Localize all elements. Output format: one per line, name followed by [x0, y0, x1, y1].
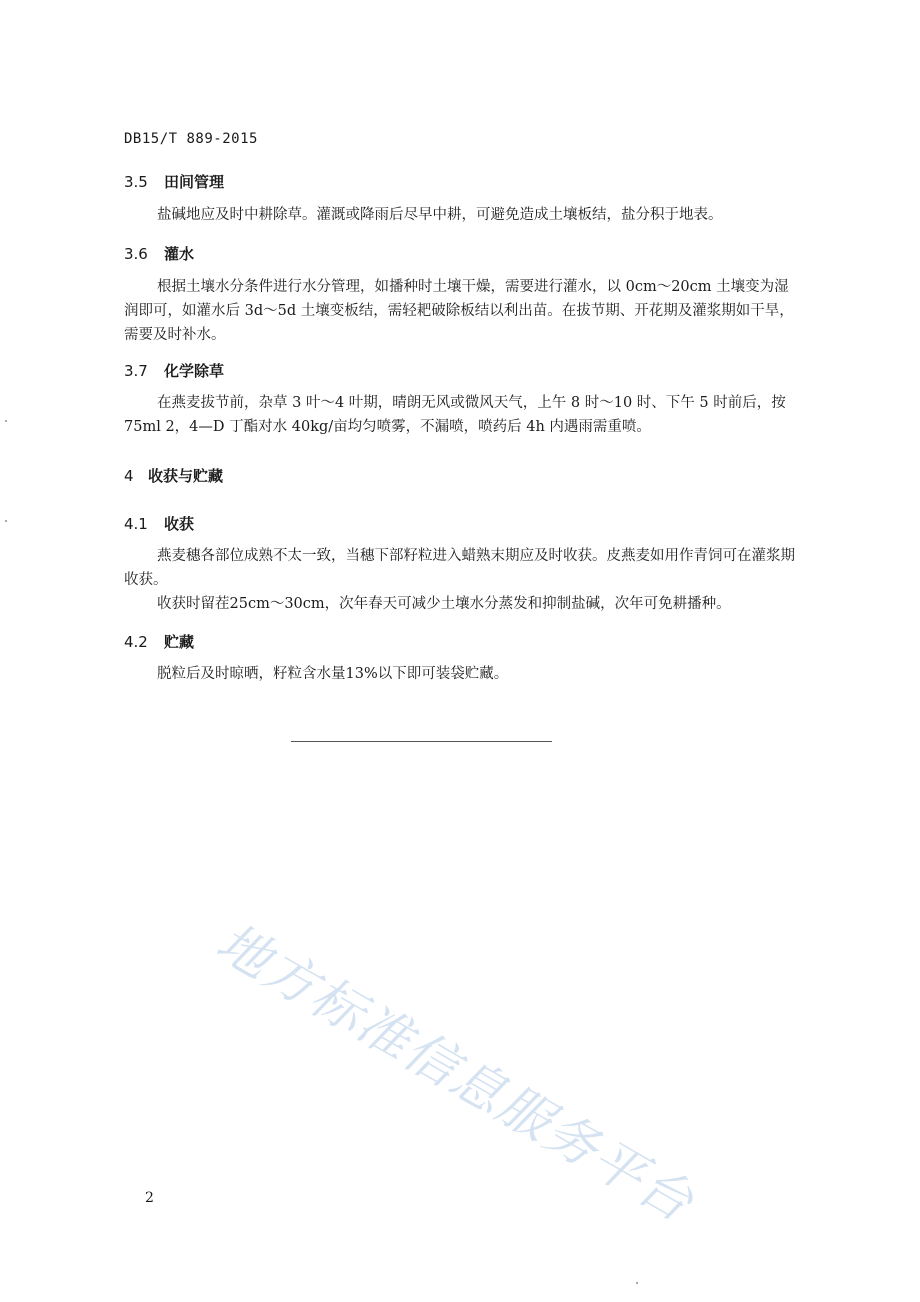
end-rule — [291, 741, 552, 742]
section-title: 灌水 — [164, 245, 195, 263]
scan-speck — [5, 520, 7, 522]
paragraph-3-6: 根据土壤水分条件进行水分管理，如播种时土壤干燥，需要进行灌水，以 0cm～20cm 土壤变为湿润即可，如灌水后 3d～5d 土壤变板结，需轻耙破除板结以利出苗。在拔节期、开花期及灌浆期如干旱，需要及时补水。 — [124, 279, 794, 343]
scan-speck — [5, 420, 7, 422]
section-title: 化学除草 — [164, 362, 225, 380]
section-title: 贮藏 — [164, 633, 195, 651]
paragraph-4-2: 脱粒后及时晾晒，籽粒含水量13%以下即可装袋贮藏。 — [157, 666, 509, 682]
section-heading-4-1 — [124, 513, 194, 534]
section-title: 田间管理 — [164, 173, 225, 191]
section-heading-3-7 — [124, 360, 224, 381]
section-number: 4.1 — [124, 515, 148, 533]
section-heading-4-2 — [124, 631, 194, 652]
section-number: 3.7 — [124, 362, 148, 380]
section-number: 3.6 — [124, 245, 148, 263]
paragraph-4-1-a: 燕麦穗各部位成熟不太一致，当穗下部籽粒进入蜡熟末期应及时收获。皮燕麦如用作青饲可在灌浆期收获。 — [124, 548, 795, 588]
section-number: 3.5 — [124, 173, 148, 191]
document-code: DB15/T 889-2015 — [124, 131, 258, 147]
section-title: 收获与贮藏 — [148, 467, 224, 485]
section-heading-3-5 — [124, 171, 224, 192]
page-number: 2 — [145, 1190, 154, 1206]
paragraph-4-1-b: 收获时留茬25cm～30cm，次年春天可减少土壤水分蒸发和抑制盐碱，次年可免耕播种。 — [157, 596, 731, 612]
paragraph-3-5: 盐碱地应及时中耕除草。灌溉或降雨后尽早中耕，可避免造成土壤板结，盐分积于地表。 — [157, 207, 723, 223]
watermark: 地方标准信息服务平台 — [206, 912, 704, 1235]
paragraph-3-7: 在燕麦拔节前，杂草 3 叶～4 叶期，晴朗无风或微风天气，上午 8 时～10 时、下午 5 时前后，按 75ml 2，4—D 丁酯对水 40kg/亩均匀喷雾，不漏喷，喷药后 4h 内遇雨需重喷。 — [124, 395, 786, 435]
scan-speck — [636, 1282, 638, 1284]
section-heading-3-6 — [124, 243, 194, 264]
section-heading-4 — [124, 465, 223, 486]
section-number: 4 — [124, 467, 134, 485]
section-number: 4.2 — [124, 633, 148, 651]
section-title: 收获 — [164, 515, 195, 533]
